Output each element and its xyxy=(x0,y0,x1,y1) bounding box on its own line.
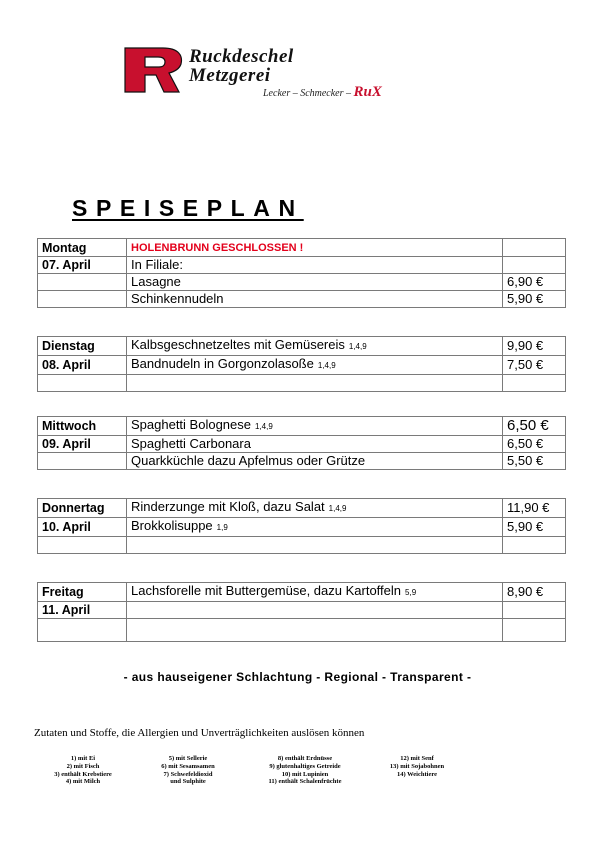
price-cell xyxy=(503,375,566,392)
table-row xyxy=(38,453,566,470)
menu-table-wednesday xyxy=(37,416,566,470)
day-label xyxy=(38,291,127,308)
dish-cell: Quarkküchle dazu Apfelmus oder Grütze xyxy=(127,453,503,470)
day-label: Dienstag xyxy=(38,337,127,356)
dish-cell xyxy=(127,602,503,619)
date-label: 07. April xyxy=(38,257,127,274)
page-title: SPEISEPLAN xyxy=(72,195,304,221)
dish-cell: Spaghetti Carbonara xyxy=(127,436,503,453)
price-cell: 7,50 € xyxy=(503,356,566,375)
table-row xyxy=(38,274,566,291)
price-cell xyxy=(503,239,566,257)
table-row xyxy=(38,239,566,257)
allergen-entry: 13) mit Sojabohnen xyxy=(389,762,445,770)
price-cell: 5,90 € xyxy=(503,291,566,308)
brand-slogan xyxy=(263,84,382,101)
day-label xyxy=(38,537,127,554)
day-label xyxy=(38,453,127,470)
allergen-codes: 1,4,9 xyxy=(348,342,367,351)
date-label: 10. April xyxy=(38,518,127,537)
price-cell: 11,90 € xyxy=(503,499,566,518)
dish-cell: Lasagne xyxy=(127,274,503,291)
day-label: Donnertag xyxy=(38,499,127,518)
allergen-entry: 12) mit Senf xyxy=(400,755,434,762)
dish-cell xyxy=(127,356,503,375)
table-row xyxy=(38,537,566,554)
allergen-legend-column xyxy=(382,755,452,778)
menu-table-thursday xyxy=(37,498,566,554)
allergen-entry: 10) mit Lupinien xyxy=(281,770,329,778)
table-row xyxy=(38,257,566,274)
tagline: - aus hauseigener Schlachtung - Regional - Transparent - xyxy=(123,670,472,684)
dish-name: Bandnudeln in Gorgonzolasoße xyxy=(131,356,314,371)
dish-cell xyxy=(127,619,503,642)
dish-name: Kalbsgeschnetzeltes mit Gemüsereis xyxy=(131,337,345,352)
dish-name: Spaghetti Bolognese xyxy=(131,417,251,432)
brand-name: Ruckdeschel xyxy=(189,46,294,67)
dish-cell: In Filiale: xyxy=(127,257,503,274)
price-cell: 8,90 € xyxy=(503,583,566,602)
day-label: Freitag xyxy=(38,583,127,602)
price-cell xyxy=(503,602,566,619)
allergen-legend-column xyxy=(150,755,226,786)
allergen-entry: 7) Schwefeldioxid xyxy=(163,770,213,778)
table-row xyxy=(38,518,566,537)
dish-name: Brokkolisuppe xyxy=(131,518,213,533)
price-cell xyxy=(503,257,566,274)
date-label: 11. April xyxy=(38,602,127,619)
allergen-codes: 1,9 xyxy=(216,523,228,532)
menu-table-friday xyxy=(37,582,566,642)
menu-table-tuesday xyxy=(37,336,566,392)
allergen-entry: 1) mit Ei xyxy=(70,755,96,762)
allergen-entry: 6) mit Sesamsamen xyxy=(161,762,215,770)
dish-cell xyxy=(127,499,503,518)
table-row xyxy=(38,375,566,392)
allergy-heading: Zutaten und Stoffe, die Allergien und Unverträglichkeiten auslösen können xyxy=(34,727,365,739)
menu-table-monday xyxy=(37,238,566,308)
table-row xyxy=(38,583,566,602)
allergen-entry: und Sulphite xyxy=(170,778,206,786)
price-cell xyxy=(503,619,566,642)
table-row xyxy=(38,417,566,436)
table-row xyxy=(38,356,566,375)
dish-name: Lachsforelle mit Buttergemüse, dazu Kartoffeln xyxy=(131,583,402,598)
allergen-codes: 1,4,9 xyxy=(328,504,347,513)
allergen-entry: 8) enthält Erdnüsse xyxy=(277,755,333,762)
allergen-entry: 2) mit Fisch xyxy=(66,762,100,770)
dish-cell xyxy=(127,239,503,257)
allergen-legend-column xyxy=(255,755,355,786)
dish-cell xyxy=(127,375,503,392)
allergen-entry: 3) enthält Krebstiere xyxy=(54,770,112,778)
dish-cell xyxy=(127,518,503,537)
date-label: 08. April xyxy=(38,356,127,375)
dish-cell xyxy=(127,417,503,436)
allergen-codes: 5,9 xyxy=(405,588,417,597)
price-cell: 5,50 € xyxy=(503,453,566,470)
day-label: Mittwoch xyxy=(38,417,127,436)
day-label xyxy=(38,274,127,291)
price-cell: 9,90 € xyxy=(503,337,566,356)
table-row xyxy=(38,337,566,356)
date-label: 09. April xyxy=(38,436,127,453)
allergen-entry: 5) mit Sellerie xyxy=(168,755,208,762)
table-row xyxy=(38,291,566,308)
price-cell: 5,90 € xyxy=(503,518,566,537)
allergen-entry: 11) enthält Schalenfrüchte xyxy=(268,778,342,786)
day-label xyxy=(38,375,127,392)
allergen-entry: 14) Weichtiere xyxy=(396,770,437,778)
price-cell: 6,90 € xyxy=(503,274,566,291)
price-cell xyxy=(503,537,566,554)
dish-cell: Schinkennudeln xyxy=(127,291,503,308)
table-row xyxy=(38,499,566,518)
price-cell: 6,50 € xyxy=(503,417,566,436)
closed-notice: HOLENBRUNN GESCHLOSSEN ! xyxy=(131,242,304,254)
price-cell: 6,50 € xyxy=(503,436,566,453)
allergen-entry: 9) glutenhaltiges Getreide xyxy=(269,762,341,770)
dish-name: Rinderzunge mit Kloß, dazu Salat xyxy=(131,499,325,514)
dish-cell xyxy=(127,583,503,602)
allergen-entry: 4) mit Milch xyxy=(65,778,101,786)
allergen-legend-column xyxy=(48,755,118,786)
table-row xyxy=(38,436,566,453)
brand-subtitle: Metzgerei xyxy=(189,65,271,86)
logo-r-icon xyxy=(123,46,185,94)
slogan-mark: RuX xyxy=(353,84,382,100)
dish-cell xyxy=(127,537,503,554)
day-label xyxy=(38,619,127,642)
company-logo xyxy=(123,46,413,106)
allergen-codes: 1,4,9 xyxy=(254,422,273,431)
table-row xyxy=(38,619,566,642)
table-row xyxy=(38,602,566,619)
dish-cell xyxy=(127,337,503,356)
day-label: Montag xyxy=(38,239,127,257)
slogan-text: Lecker – Schmecker – xyxy=(263,88,352,99)
allergen-codes: 1,4,9 xyxy=(317,361,336,370)
